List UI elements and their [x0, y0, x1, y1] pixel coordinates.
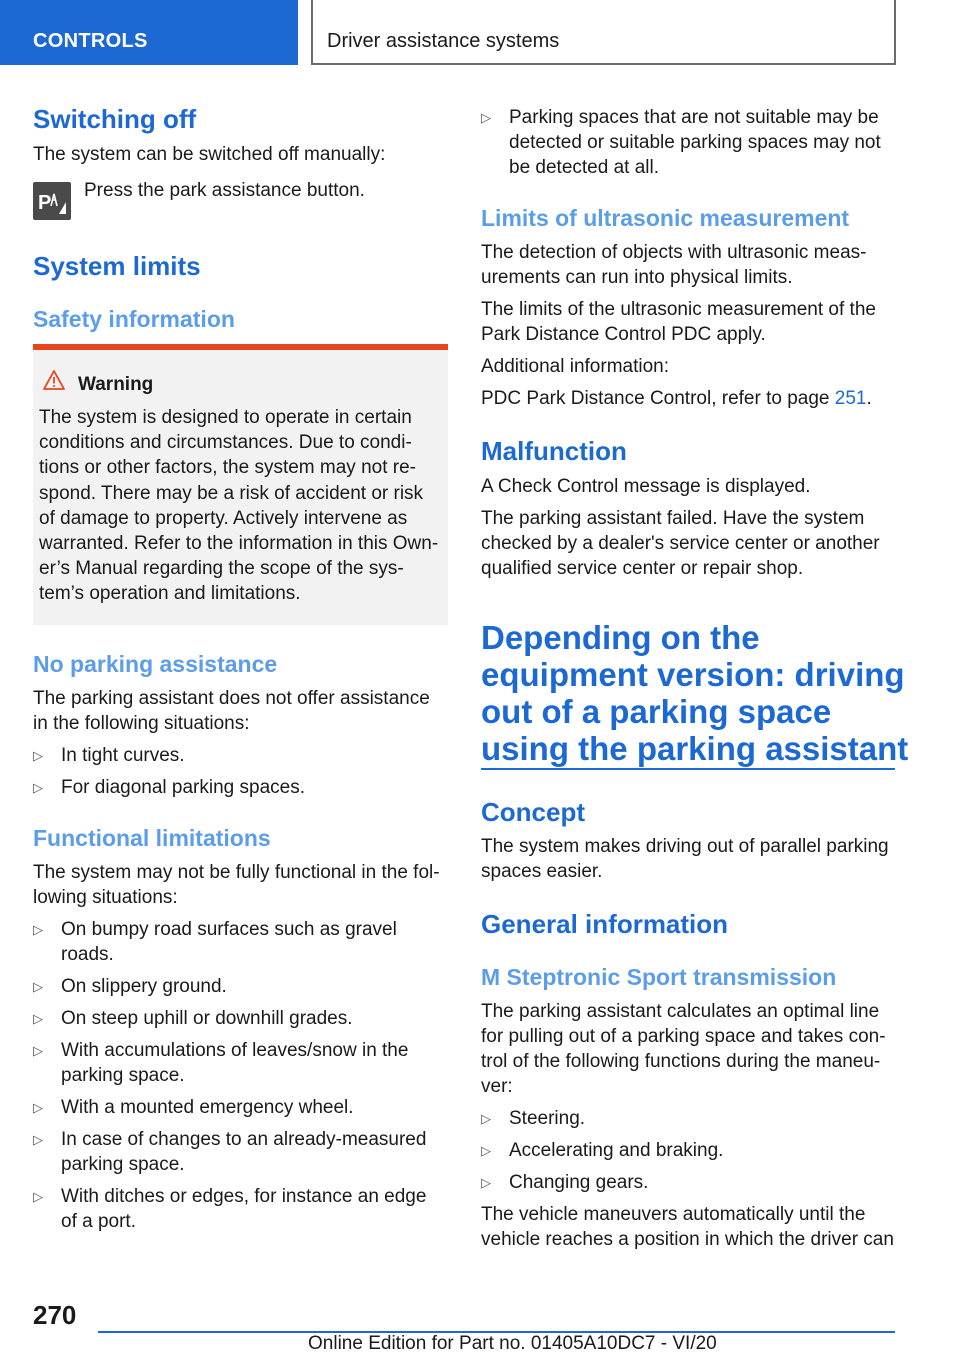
big-title-line: equipment version: driving [481, 656, 905, 693]
footer-edition: Online Edition for Part no. 01405A10DC7 - VI/20 [308, 1333, 717, 1354]
warning-line: conditions and circumstances. Due to condi- [39, 432, 412, 454]
heading-functional-limitations: Functional limitations [33, 825, 271, 851]
ultrasonic-line: urements can run into physical limits. [481, 267, 793, 288]
heading-limits-ultrasonic: Limits of ultrasonic measurement [481, 205, 850, 231]
bullet-triangle-icon: ▷ [481, 1175, 491, 1190]
heading-general-information: General information [481, 909, 729, 939]
big-title-line: Depending on the [481, 619, 760, 656]
no-parking-line: The parking assistant does not offer assistance [33, 688, 430, 709]
warning-line: The system is designed to operate in certain [39, 407, 412, 428]
page-number: 270 [33, 1300, 77, 1330]
bullet-triangle-icon: ▷ [481, 110, 491, 125]
heading-malfunction: Malfunction [481, 436, 627, 466]
bullet-triangle-icon: ▷ [33, 780, 43, 795]
warning-line: er’s Manual regarding the scope of the sys- [39, 558, 404, 580]
concept-line: The system makes driving out of parallel parking [481, 836, 889, 857]
park-assist-button-icon [33, 182, 71, 220]
bullet-triangle-icon: ▷ [33, 1043, 43, 1058]
warning-line: spond. There may be a risk of accident or risk [39, 482, 424, 504]
warning-line: tions or other factors, the system may not re- [39, 457, 416, 479]
functional-line: The system may not be fully functional in the fol- [33, 862, 440, 883]
ultrasonic-line: Park Distance Control PDC apply. [481, 324, 766, 345]
malfunction-line: The parking assistant failed. Have the system [481, 508, 865, 529]
heading-system-limits: System limits [33, 251, 201, 281]
steptronic-line: The parking assistant calculates an optimal line [481, 1001, 880, 1022]
steptronic-after-line: The vehicle maneuvers automatically until the [481, 1204, 866, 1225]
bullet-triangle-icon: ▷ [33, 1189, 43, 1204]
title-underline [481, 768, 895, 770]
bullet-triangle-icon: ▷ [481, 1143, 491, 1158]
malfunction-line: A Check Control message is displayed. [481, 476, 811, 497]
additional-info-label: Additional information: [481, 356, 669, 377]
bullet-triangle-icon: ▷ [33, 1100, 43, 1115]
big-title-line: using the parking assistant [481, 730, 909, 767]
heading-no-parking-assistance: No parking assistance [33, 651, 278, 677]
ultrasonic-line: The detection of objects with ultrasonic meas- [481, 242, 867, 263]
heading-switching-off: Switching off [33, 104, 197, 134]
functional-line: lowing situations: [33, 887, 178, 908]
switching-off-text: The system can be switched off manually: [33, 144, 386, 165]
warning-bar [33, 344, 448, 350]
header-section-tab [0, 0, 298, 65]
heading-steptronic: M Steptronic Sport transmission [481, 964, 837, 990]
warning-line: tem’s operation and limitations. [39, 583, 301, 605]
header-chapter-box [311, 0, 896, 65]
page-link[interactable]: 251 [834, 388, 867, 409]
malfunction-line: checked by a dealer's service center or another [481, 533, 880, 554]
bullet-triangle-icon: ▷ [33, 748, 43, 763]
malfunction-line: qualified service center or repair shop. [481, 558, 804, 579]
bullet-triangle-icon: ▷ [33, 1132, 43, 1147]
no-parking-line: in the following situations: [33, 713, 250, 734]
steptronic-after-line: vehicle reaches a position in which the driver can [481, 1229, 894, 1250]
header-section-label: CONTROLS [33, 30, 148, 52]
bullet-triangle-icon: ▷ [33, 979, 43, 994]
page-reference: PDC Park Distance Control, refer to page 251. [481, 388, 872, 409]
steptronic-line: trol of the following functions during the maneu- [481, 1051, 881, 1072]
bullet-triangle-icon: ▷ [481, 1111, 491, 1126]
warning-title: Warning [78, 374, 154, 395]
header-chapter-label: Driver assistance systems [327, 30, 560, 52]
heading-concept: Concept [481, 797, 585, 827]
svg-text:P: P [38, 192, 52, 214]
concept-line: spaces easier. [481, 861, 603, 882]
bullet-triangle-icon: ▷ [33, 922, 43, 937]
switching-off-instruction: Press the park assistance button. [84, 180, 365, 201]
steptronic-line: for pulling out of a parking space and takes con- [481, 1026, 886, 1047]
warning-triangle-icon [43, 370, 65, 395]
bullet-triangle-icon: ▷ [33, 1011, 43, 1026]
heading-safety-information: Safety information [33, 306, 235, 332]
warning-line: of damage to property. Actively intervene as [39, 507, 408, 529]
ultrasonic-line: The limits of the ultrasonic measurement of the [481, 299, 876, 320]
big-title-line: out of a parking space [481, 693, 832, 730]
warning-line: warranted. Refer to the information in this Own- [39, 533, 439, 554]
steptronic-line: ver: [481, 1076, 513, 1097]
